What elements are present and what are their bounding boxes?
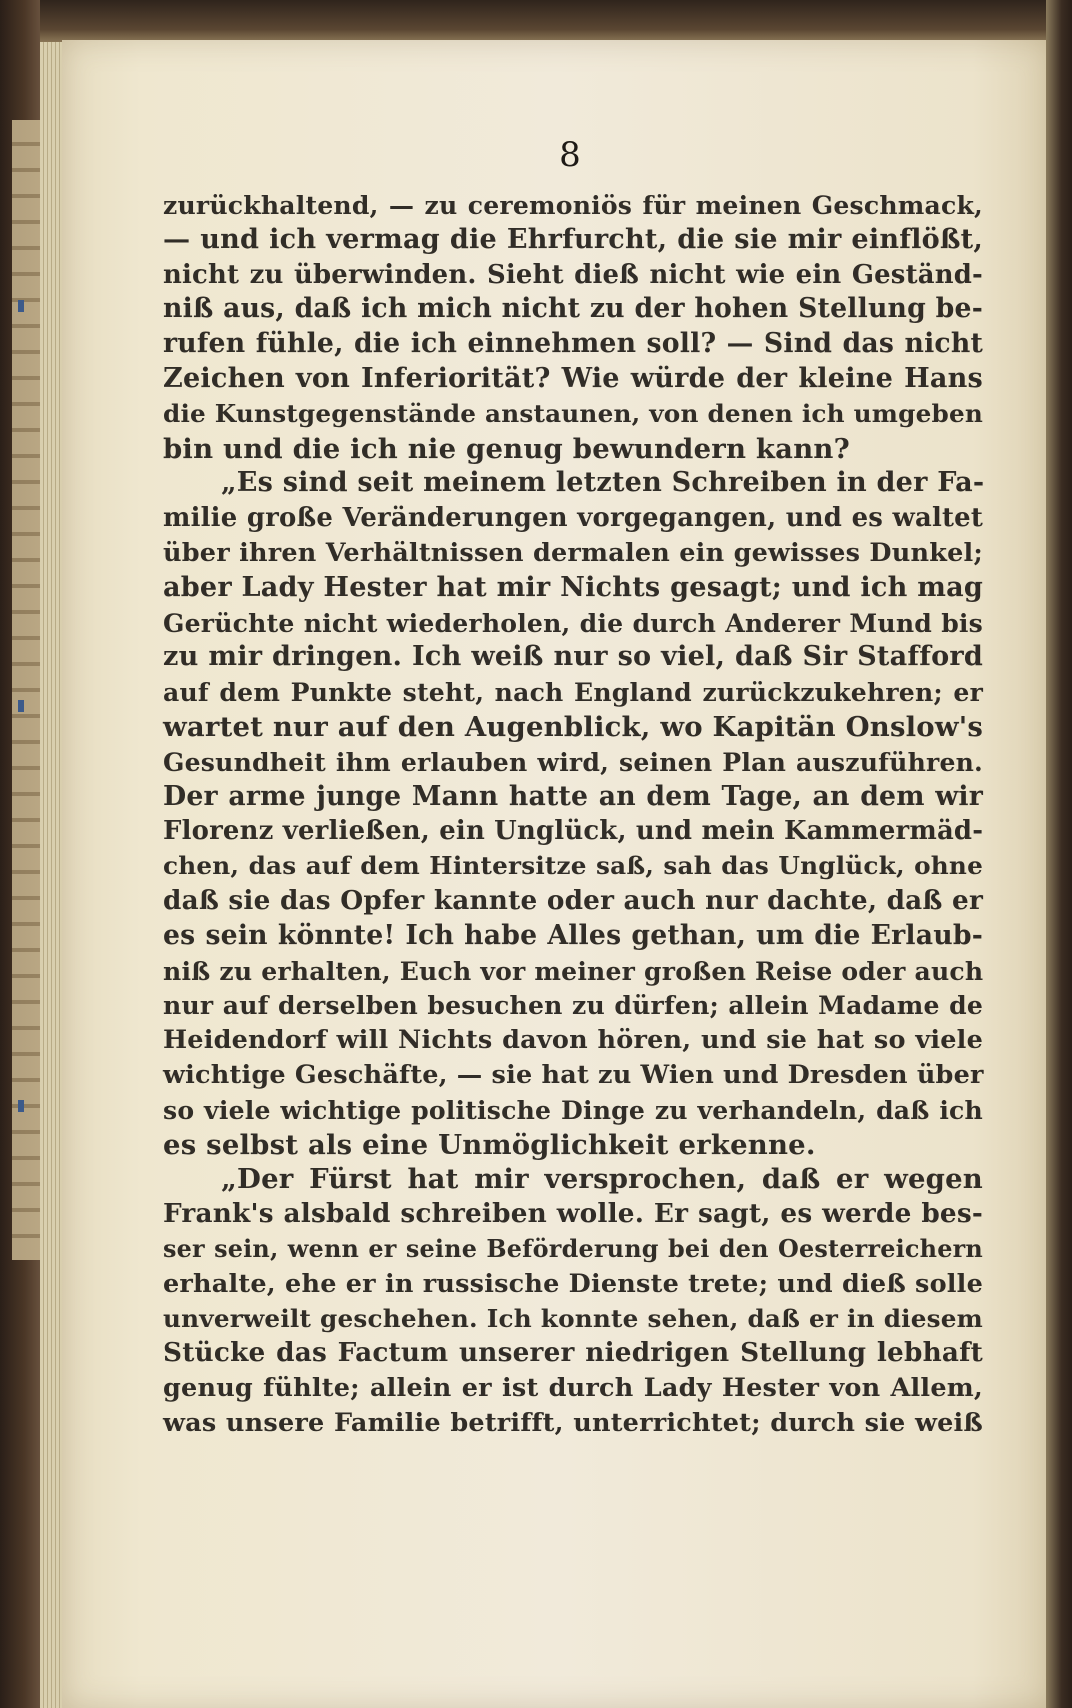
text-line: Gerüchte nicht wiederholen, die durch Anderer Mund bis (163, 607, 983, 638)
text-line: Zeichen von Inferiorität? Wie würde der kleine Hans (163, 362, 983, 394)
text-line: erhalte, ehe er in russische Dienste trete; und dieß solle (163, 1268, 983, 1299)
text-line: nicht zu überwinden. Sieht dieß nicht wie ein Geständ- (163, 259, 983, 290)
text-line: „Der Fürst hat mir versprochen, daß er wegen (221, 1163, 983, 1196)
text-line: was unsere Familie betrifft, unterrichtet; durch sie weiß (163, 1407, 983, 1438)
text-line: — und ich vermag die Ehrfurcht, die sie mir einflößt, (163, 223, 983, 255)
text-line: über ihren Verhältnissen dermalen ein gewisses Dunkel; (163, 537, 983, 568)
text-line: genug fühlte; allein er ist durch Lady Hester von Allem, (163, 1373, 983, 1404)
text-line: nur auf derselben besuchen zu dürfen; allein Madame de (163, 990, 983, 1021)
text-line: es selbst als eine Unmöglichkeit erkenne. (163, 1128, 816, 1161)
text-line: zu mir dringen. Ich weiß nur so viel, daß Sir Stafford (163, 641, 983, 673)
text-line: niß zu erhalten, Euch vor meiner großen Reise oder auch (163, 955, 984, 986)
text-line: rufen fühle, die ich einnehmen soll? — Sind das nicht (163, 328, 983, 360)
text-line: Florenz verließen, ein Unglück, und mein Kammermäd- (163, 816, 984, 847)
binding-mark (18, 700, 24, 712)
text-line: auf dem Punkte steht, nach England zurückzukehren; er (163, 677, 983, 708)
text-line: es sein könnte! Ich habe Alles gethan, um die Erlaub- (163, 919, 983, 951)
text-line: niß aus, daß ich mich nicht zu der hohen Stellung be- (163, 293, 983, 325)
text-line: Heidendorf will Nichts davon hören, und sie hat so viele (163, 1025, 983, 1056)
text-body (163, 188, 983, 1441)
text-line: wartet nur auf den Augenblick, wo Kapitän Onslow's (163, 710, 984, 743)
text-line: chen, das auf dem Hintersitze saß, sah das Unglück, ohne (163, 851, 983, 881)
right-edge (1046, 0, 1072, 1708)
text-line: wichtige Geschäfte, — sie hat zu Wien und Dresden über (163, 1059, 984, 1090)
text-line: so viele wichtige politische Dinge zu verhandeln, daß ich (163, 1094, 983, 1125)
text-line: Stücke das Factum unserer niedrigen Stellung lebhaft (163, 1337, 983, 1369)
text-line: aber Lady Hester hat mir Nichts gesagt; und ich mag (163, 571, 983, 603)
text-line: daß sie das Opfer kannte oder auch nur dachte, daß er (163, 884, 983, 916)
text-line: Der arme junge Mann hatte an dem Tage, an dem wir (163, 780, 983, 812)
text-line: die Kunstgegenstände anstaunen, von denen ich umgeben (163, 398, 983, 428)
text-line: zurückhaltend, — zu ceremoniös für meinen Geschmack, (163, 190, 983, 220)
page-number: 8 (559, 135, 581, 175)
top-edge (40, 0, 1072, 42)
text-line: unverweilt geschehen. Ich konnte sehen, daß er in diesem (163, 1303, 983, 1333)
binding-mark (18, 1100, 24, 1112)
text-line: Frank's alsbald schreiben wolle. Er sagt, es werde bes- (163, 1198, 983, 1230)
text-line: „Es sind seit meinem letzten Schreiben in der Fa- (221, 467, 985, 499)
text-line: Gesundheit ihm erlauben wird, seinen Plan auszuführen. (163, 746, 983, 777)
binding-mark (18, 300, 24, 312)
text-line: ser sein, wenn er seine Beförderung bei den Oesterreichern (163, 1234, 983, 1263)
text-line: milie große Veränderungen vorgegangen, und es waltet (163, 503, 983, 534)
text-line: bin und die ich nie genug bewundern kann? (163, 432, 850, 465)
